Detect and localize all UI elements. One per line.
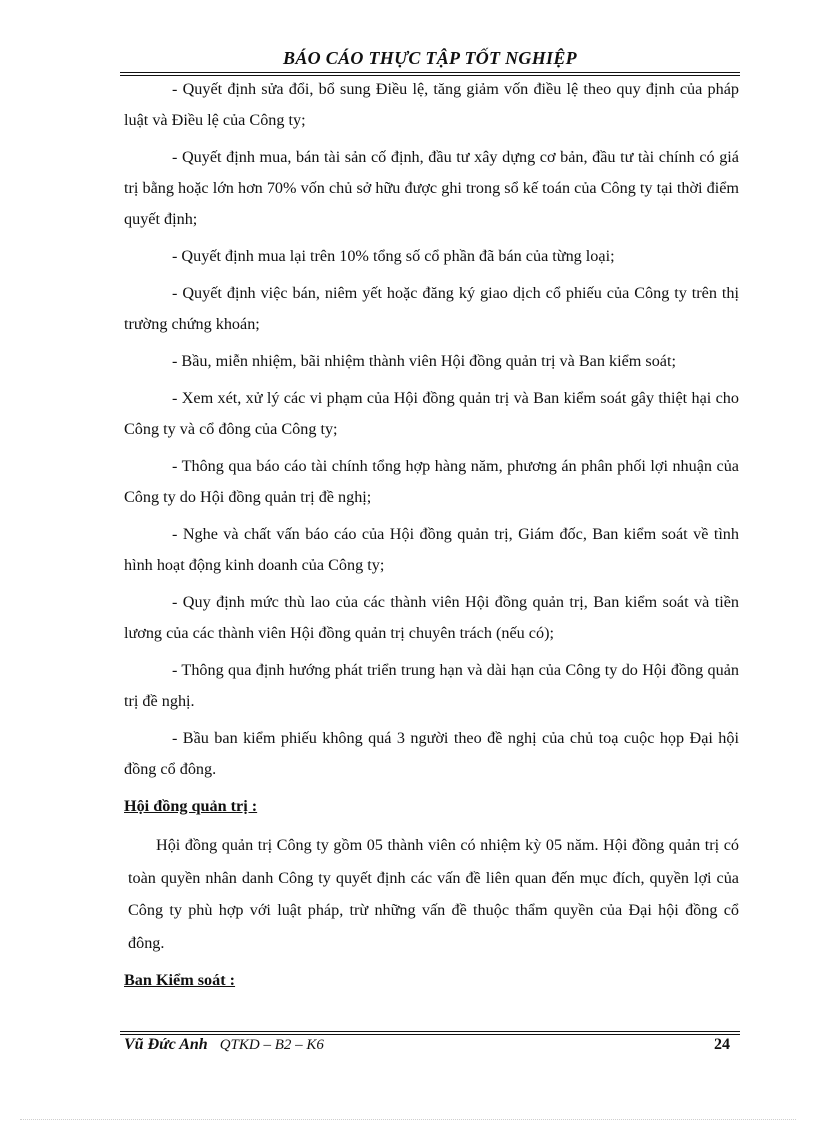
page-number: 24 bbox=[714, 1036, 730, 1053]
footer-author: Vũ Đức Anh bbox=[124, 1036, 208, 1053]
paragraph: - Quyết định mua lại trên 10% tổng số cổ phần đã bán của từng loại; bbox=[172, 247, 615, 265]
board-section-text: Hội đồng quản trị Công ty gồm 05 thành viên có nhiệm kỳ 05 năm. Hội đồng quản trị có toàn quyền nhân danh Công ty quyết định các vấn đề liên quan đến mục đích, quyền lợi của Công ty phù hợp với luật pháp, trừ những vấn đề thuộc thẩm quyền của Đại hội đồng cổ đông. bbox=[128, 836, 739, 952]
paragraph: - Thông qua định hướng phát triển trung hạn và dài hạn của Công ty do Hội đồng quản trị đề nghị. bbox=[124, 661, 739, 710]
footer-rule-top bbox=[120, 1031, 740, 1032]
board-section-title: Hội đồng quản trị : bbox=[124, 797, 258, 815]
paragraph: - Bầu, miễn nhiệm, bãi nhiệm thành viên Hội đồng quản trị và Ban kiểm soát; bbox=[172, 352, 676, 370]
paragraph: - Thông qua báo cáo tài chính tổng hợp hàng năm, phương án phân phối lợi nhuận của Công ty do Hội đồng quản trị đề nghị; bbox=[124, 457, 739, 506]
paragraph: - Quyết định mua, bán tài sản cố định, đầu tư xây dựng cơ bản, đầu tư tài chính có giá trị bằng hoặc lớn hơn 70% vốn chủ sở hữu được ghi trong sổ kế toán của Công ty tại thời điểm quyết định; bbox=[124, 148, 739, 228]
paragraph: - Quyết định việc bán, niêm yết hoặc đăng ký giao dịch cổ phiếu của Công ty trên thị trường chứng khoán; bbox=[124, 284, 739, 333]
paragraph: - Bầu ban kiểm phiếu không quá 3 người theo đề nghị của chủ toạ cuộc họp Đại hội đồng cổ đông. bbox=[124, 729, 739, 778]
paragraph: - Nghe và chất vấn báo cáo của Hội đồng quản trị, Giám đốc, Ban kiểm soát về tình hình hoạt động kinh doanh của Công ty; bbox=[124, 525, 739, 574]
footer-rule-bottom bbox=[120, 1034, 740, 1035]
header-title: BÁO CÁO THỰC TẬP TỐT NGHIỆP bbox=[283, 48, 577, 68]
header-rule-top bbox=[120, 72, 740, 73]
supervisory-section-title: Ban Kiểm soát : bbox=[124, 971, 236, 989]
paragraph: - Quy định mức thù lao của các thành viên Hội đồng quản trị, Ban kiểm soát và tiền lương của các thành viên Hội đồng quản trị chuyên trách (nếu có); bbox=[124, 593, 739, 642]
paragraph: - Xem xét, xử lý các vi phạm của Hội đồng quản trị và Ban kiểm soát gây thiệt hại cho Công ty và cổ đông của Công ty; bbox=[124, 389, 739, 438]
footer-author-block bbox=[124, 1036, 324, 1054]
document-body bbox=[124, 74, 739, 1003]
page-edge-divider bbox=[20, 1119, 796, 1120]
footer-class-code: QTKD – B2 – K6 bbox=[219, 1037, 324, 1053]
paragraph: - Quyết định sửa đổi, bổ sung Điều lệ, tăng giảm vốn điều lệ theo quy định của pháp luật và Điều lệ của Công ty; bbox=[124, 80, 739, 129]
